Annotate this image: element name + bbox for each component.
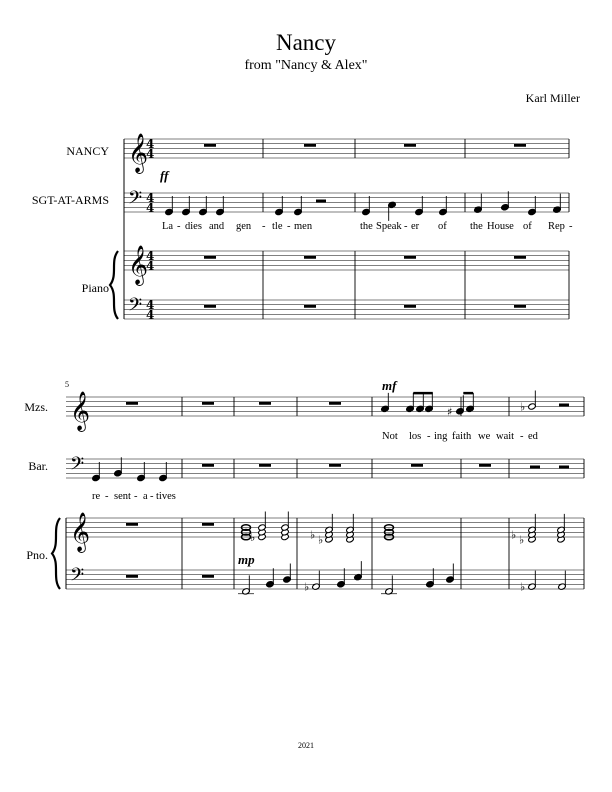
lyric-hyphen: - [105,491,109,502]
lyric-syllable: sent [114,491,131,502]
instrument-name-sgt-at-arms: SGT-AT-ARMS [31,193,109,207]
dynamic-marking-mf: mf [382,378,397,393]
time-signature-bottom: 4 [146,259,155,273]
half-rest [559,404,569,407]
lyric-syllable: of [438,221,447,232]
lyric-syllable: of [523,221,532,232]
time-signature-bottom: 4 [146,147,155,161]
lyric-hyphen: - [520,431,524,442]
time-signature-top: 4 [146,249,155,263]
time-signature-top: 4 [146,298,155,312]
lyric-syllable: the [360,221,373,232]
whole-rest [411,464,423,467]
whole-rest [204,144,216,147]
whole-rest [304,256,316,259]
eighth-beam [413,392,433,395]
score-title: Nancy [275,30,337,55]
lyric-syllable: Speak [376,221,402,232]
whole-rest [304,305,316,308]
bass-clef: 𝄢 [128,295,143,320]
instrument-name-nancy: NANCY [66,144,109,158]
composer-name: Karl Miller [525,91,580,105]
time-signature-top: 4 [146,137,155,151]
treble-clef: 𝄞 [70,512,91,552]
whole-rest [204,256,216,259]
treble-clef: 𝄞 [70,391,91,431]
time-signature-top: 4 [146,191,155,205]
whole-rest [329,464,341,467]
bass-clef: 𝄢 [70,565,85,590]
lyric-hyphen: - [404,221,408,232]
whole-rest [404,305,416,308]
lyric-hyphen: - [134,491,138,502]
lyric-syllable: faith [452,431,472,442]
lyric-hyphen: - [262,221,266,232]
lyric-syllable: we [478,431,491,442]
half-rest [530,466,540,469]
lyric-syllable: and [209,221,225,232]
score-subtitle: from "Nancy & Alex" [244,58,368,73]
flat-sign: ♭ [511,528,517,542]
lyric-syllable: Not [382,431,398,442]
bass-clef: 𝄢 [70,454,85,479]
time-signature-bottom: 4 [146,201,155,215]
lyric-syllable: gen [236,221,252,232]
whole-rest [259,402,271,405]
instrument-name-mezzo: Mzs. [24,400,48,414]
lyric-syllable: the [470,221,483,232]
instrument-name-piano: Piano [81,281,109,295]
lyric-syllable: Rep [548,221,565,232]
flat-sign: ♭ [520,580,526,594]
whole-rest [404,256,416,259]
whole-rest [514,305,526,308]
lyric-syllable: ing [434,431,448,442]
lyric-syllable: a [143,491,148,502]
whole-rest [259,464,271,467]
whole-rest [202,575,214,578]
instrument-name-baritone: Bar. [28,459,48,473]
flat-sign: ♭ [519,533,525,547]
bass-clef: 𝄢 [128,188,143,213]
dynamic-marking-mp: mp [238,552,255,567]
whole-rest [204,305,216,308]
sharp-sign: ♯ [447,405,453,419]
lyric-syllable: tle [272,221,283,232]
flat-sign: ♭ [250,531,256,544]
whole-rest [514,144,526,147]
lyric-syllable: tives [156,491,176,502]
lyric-hyphen: - [177,221,181,232]
instrument-name-piano-abbr: Pno. [26,548,48,562]
whole-rest [126,402,138,405]
eighth-beam [463,392,473,395]
measure-number: 5 [65,380,69,389]
lyric-syllable: La [162,221,174,232]
lyric-syllable: House [487,221,514,232]
piano-brace [52,518,60,589]
whole-rest [479,464,491,467]
treble-clef: 𝄞 [128,133,149,173]
half-rest [559,466,569,469]
lyric-syllable: re [92,491,101,502]
treble-clef: 𝄞 [128,245,149,285]
lyric-hyphen: - [427,431,431,442]
lyric-syllable: wait [496,431,515,442]
flat-sign: ♭ [304,580,310,594]
whole-rest [329,402,341,405]
whole-rest [404,144,416,147]
lyric-hyphen: - [569,221,573,232]
lyric-hyphen: - [150,491,154,502]
flat-sign: ♭ [310,528,316,542]
lyric-syllable: er [411,221,420,232]
lyric-syllable: dies [185,221,202,232]
lyric-syllable: ed [528,431,538,442]
whole-rest [126,523,138,526]
dynamic-marking-ff: ff [160,168,169,183]
whole-rest [202,464,214,467]
whole-rest [514,256,526,259]
whole-rest [126,575,138,578]
time-signature-bottom: 4 [146,308,155,322]
lyric-syllable: los [409,431,422,442]
whole-rest [202,523,214,526]
whole-rest [304,144,316,147]
piano-brace [110,251,118,319]
lyric-syllable: men [294,221,313,232]
flat-sign: ♭ [318,533,324,547]
footer-year: 2021 [298,741,314,750]
flat-sign: ♭ [520,400,526,414]
lyric-hyphen: - [287,221,291,232]
whole-rest [202,402,214,405]
half-rest [316,200,326,203]
